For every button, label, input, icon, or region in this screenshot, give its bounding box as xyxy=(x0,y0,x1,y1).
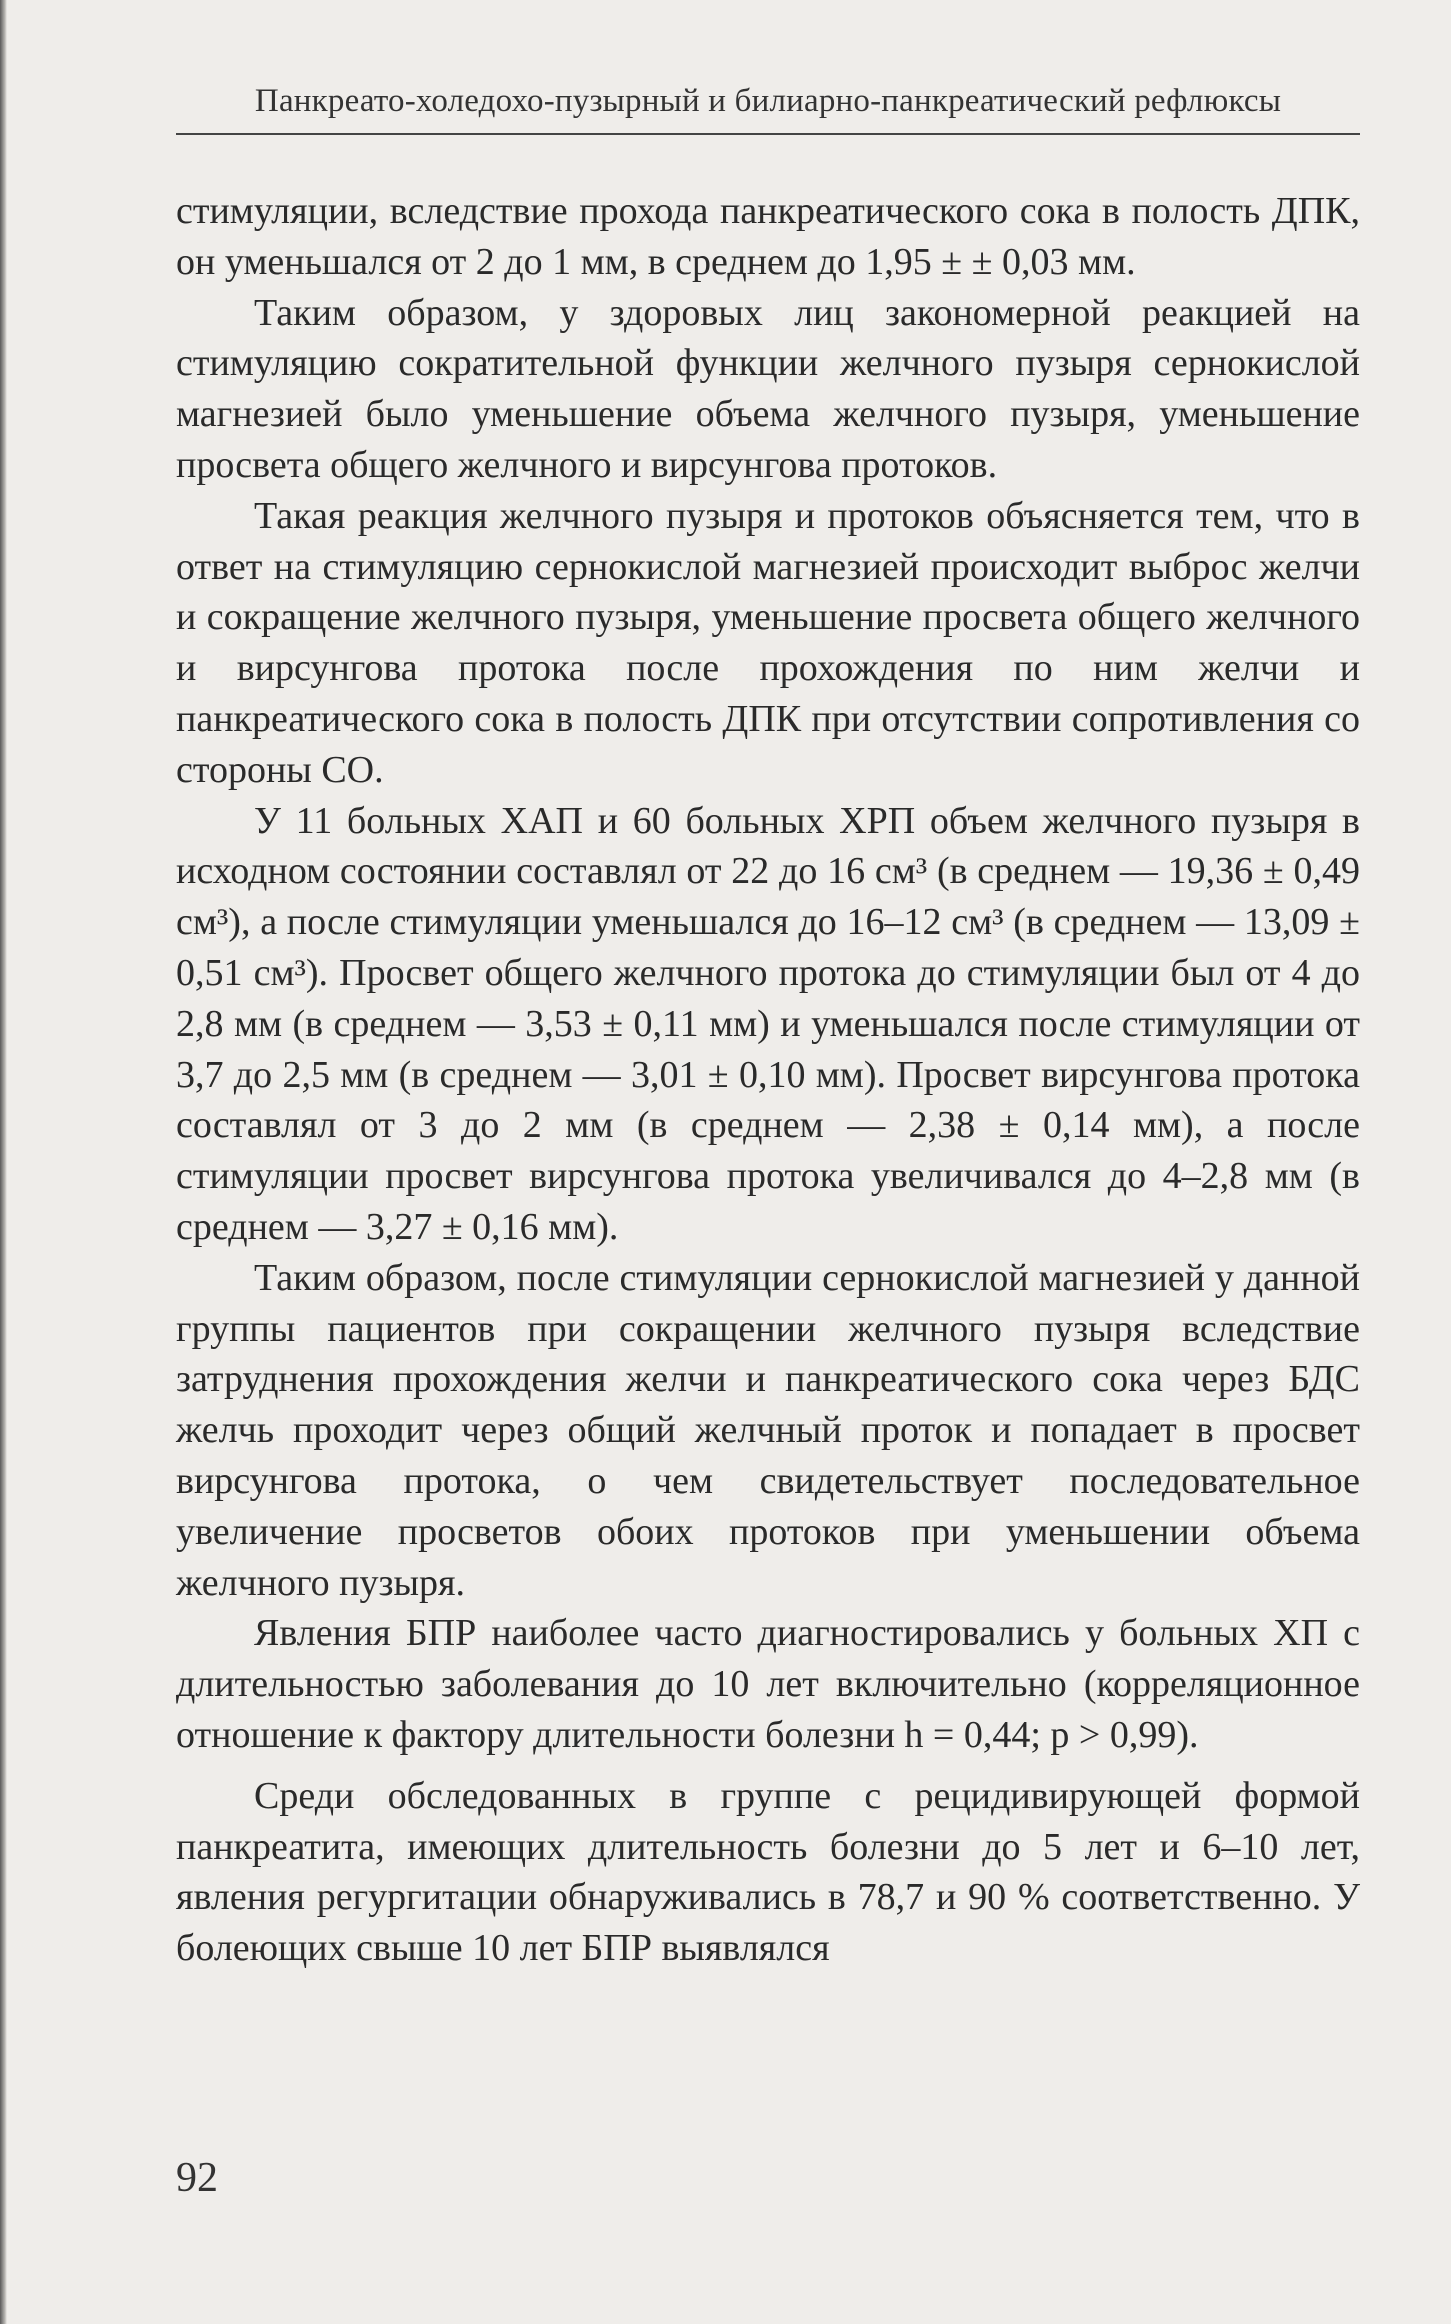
paragraph: Среди обследованных в группе с рецидивирующей формой панкреатита, имеющих длительность болезни до 5 лет и 6–10 лет, явления регургитации обнаруживались в 78,7 и 90 % соответственно. У болеющих свыше 10 лет БПР выявлялся xyxy=(176,1774,1360,1970)
paragraph-continuation: стимуляции, вследствие прохода панкреатического сока в полость ДПК, он уменьшался от 2 до 1 мм, в среднем до 1,95 ± ± 0,03 мм. xyxy=(176,190,1360,283)
paragraph: Явления БПР наиболее часто диагностировались у больных ХП с длительностью заболевания до 10 лет включительно (корреляционное отношение к фактору длительности болезни h = 0,44; p > 0,99). xyxy=(176,1612,1360,1756)
page-binding-edge xyxy=(0,0,7,2324)
paragraph: Таким образом, у здоровых лиц закономерной реакцией на стимуляцию сократительной функции желчного пузыря сернокислой магнезией было уменьшение объема желчного пузыря, уменьшение просвета общего желчного и вирсунгова протоков. xyxy=(176,291,1360,486)
paragraph: Такая реакция желчного пузыря и протоков объясняется тем, что в ответ на стимуляцию сернокислой магнезией происходит выброс желчи и сокращение желчного пузыря, уменьшение просвета общего желчного и вирсунгова протока после прохождения по ним желчи и панкреатического сока в полость ДПК при отсутствии сопротивления со стороны СО. xyxy=(176,494,1360,791)
header-rule xyxy=(176,133,1360,135)
paragraph: Таким образом, после стимуляции сернокислой магнезией у данной группы пациентов при сокращении желчного пузыря вследствие затруднения прохождения желчи и панкреатического сока через БДС желчь проходит через общий желчный проток и попадает в просвет вирсунгова протока, о чем свидетельствует последовательное увеличение просветов обоих протоков при уменьшении объема желчного пузыря. xyxy=(176,1256,1360,1604)
running-header: Панкреато-холедохо-пузырный и билиарно-панкреатический рефлюксы xyxy=(254,83,1282,119)
paragraph: У 11 больных ХАП и 60 больных ХРП объем желчного пузыря в исходном состоянии составлял от 22 до 16 см³ (в среднем — 19,36 ± 0,49 см³), а после стимуляции уменьшался до 16–12 см³ (в среднем — 13,09 ± 0,51 см³). Просвет общего желчного протока до стимуляции был от 4 до 2,8 мм (в среднем — 3,53 ± 0,11 мм) и уменьшался после стимуляции от 3,7 до 2,5 мм (в среднем — 3,01 ± 0,10 мм). Просвет вирсунгова протока составлял от 3 до 2 мм (в среднем — 2,38 ± 0,14 мм), а после стимуляции просвет вирсунгова протока увеличивался до 4–2,8 мм (в среднем — 3,27 ± 0,16 мм). xyxy=(176,799,1360,1248)
body-text xyxy=(176,186,1360,1974)
page-number: 92 xyxy=(176,2155,218,2201)
